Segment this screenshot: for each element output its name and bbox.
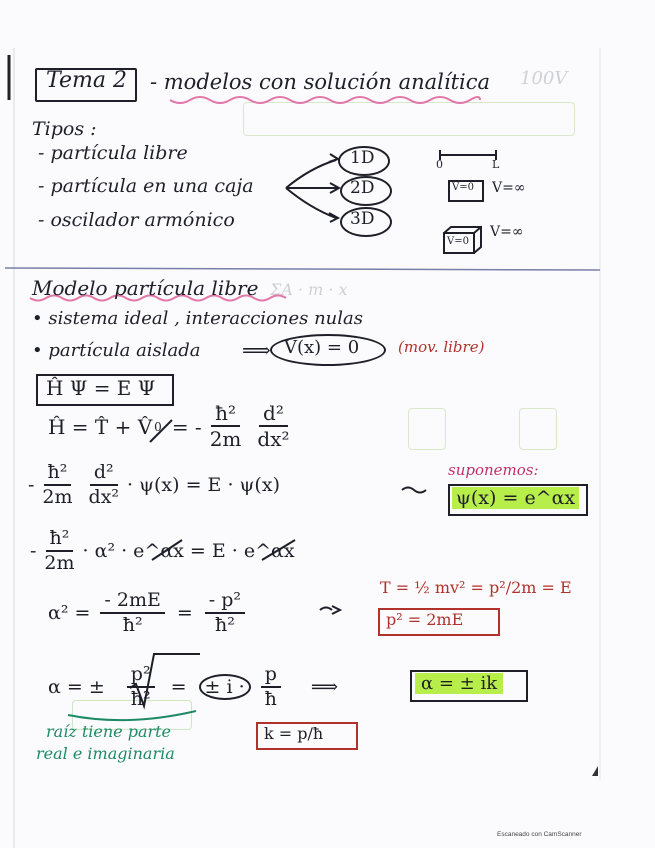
hamiltonian-expansion <box>48 402 298 451</box>
tipos-label: Tipos : <box>32 118 97 140</box>
alpha-squared: α² = $\frac{- 2mE}{\text{ħ²}}$ = $\frac{\text{- p²}}{\text{ħ²}}$ <box>48 590 249 637</box>
eq2-mid: · α² · e^αx = E · e^αx <box>82 540 295 563</box>
squiggle-arrow-2 <box>320 608 332 611</box>
alpha-result: α = ± ik <box>415 673 503 694</box>
p2-equals-2mE: p² = 2mE <box>386 610 464 629</box>
box-2d-outer: V=∞ <box>492 180 526 196</box>
box-3d-outer: V=∞ <box>490 224 524 240</box>
tipo-item-1: - partícula libre <box>38 142 188 164</box>
label-2d: 2D <box>350 178 375 198</box>
bullet-2: • partícula aislada <box>32 340 201 361</box>
section-title: Modelo partícula libre <box>32 276 259 300</box>
mov-libre-note: (mov. libre) <box>398 338 485 356</box>
pm-i: ± i · <box>199 674 251 700</box>
v-condition: V(x) = 0 <box>284 337 360 358</box>
kinetic-energy: T = ½ mv² = p²/2m = E <box>380 578 572 597</box>
eq1-rest: · ψ(x) = E · ψ(x) <box>127 474 280 497</box>
green-bracket <box>68 711 196 720</box>
substituted-equation: - $\frac{\text{ħ²}}{2m}$ · α² · e^αx = E · e^αx <box>30 527 295 574</box>
box-2d-inner: V=0 <box>452 182 474 193</box>
schrodinger-equation: Ĥ Ψ = E Ψ <box>46 376 156 400</box>
zero-superscript: 0 <box>154 419 162 434</box>
tipo-item-2: - partícula en una caja <box>38 175 254 197</box>
tipo-item-3: - oscilador armónico <box>38 209 235 231</box>
schrodinger-expanded: - $\frac{\text{ħ²}}{2m}$ $\frac{\text{d²}}{\text{dx²}}$ · ψ(x) = E · ψ(x) <box>28 461 280 508</box>
h-hat-sum: Ĥ = T̂ + V̂ <box>48 414 153 439</box>
ansatz: ψ(x) = e^αx <box>452 487 579 509</box>
section-divider <box>5 268 600 270</box>
equals-minus: = - <box>171 414 202 439</box>
alpha-root: α = ± $\frac{\text{p²}}{\text{ħ²}}$ = ± i · $\frac{p}{ħ}$ ⟹ <box>48 663 339 710</box>
bleed-through-text: 100V <box>520 68 568 89</box>
green-note-line-1: raíz tiene parte <box>46 722 172 741</box>
label-1d: 1D <box>350 148 375 168</box>
green-note-line-2: real e imaginaria <box>36 744 175 763</box>
suponemos-label: suponemos: <box>448 461 539 479</box>
arrow-to-1d <box>286 160 336 188</box>
hbar-over-2m: $\frac{\text{ħ²}}{2m}$ <box>209 401 242 451</box>
title-subtitle: - modelos con solución analítica <box>150 70 491 94</box>
label-3d: 3D <box>350 209 375 229</box>
box-3d-inner: V=0 <box>447 236 469 247</box>
scanner-watermark: Escaneado con CamScanner <box>497 831 582 838</box>
page-title: Tema 2 <box>46 68 127 93</box>
k-definition: k = p/ħ <box>264 724 324 743</box>
arrow-to-3d <box>286 188 336 218</box>
segment-right-label: L <box>492 158 500 171</box>
implies-arrow: ⟹ <box>242 338 271 362</box>
bleed-through-text: ΣΑ · m · x <box>270 280 348 299</box>
corner-mark <box>592 766 598 776</box>
squiggle-arrow <box>402 488 426 493</box>
segment-left-label: 0 <box>436 158 443 171</box>
second-derivative: $\frac{\text{d²}}{\text{dx²}}$ <box>257 401 290 451</box>
title-underline <box>170 97 480 103</box>
bullet-1: • sistema ideal , interacciones nulas <box>32 308 364 329</box>
